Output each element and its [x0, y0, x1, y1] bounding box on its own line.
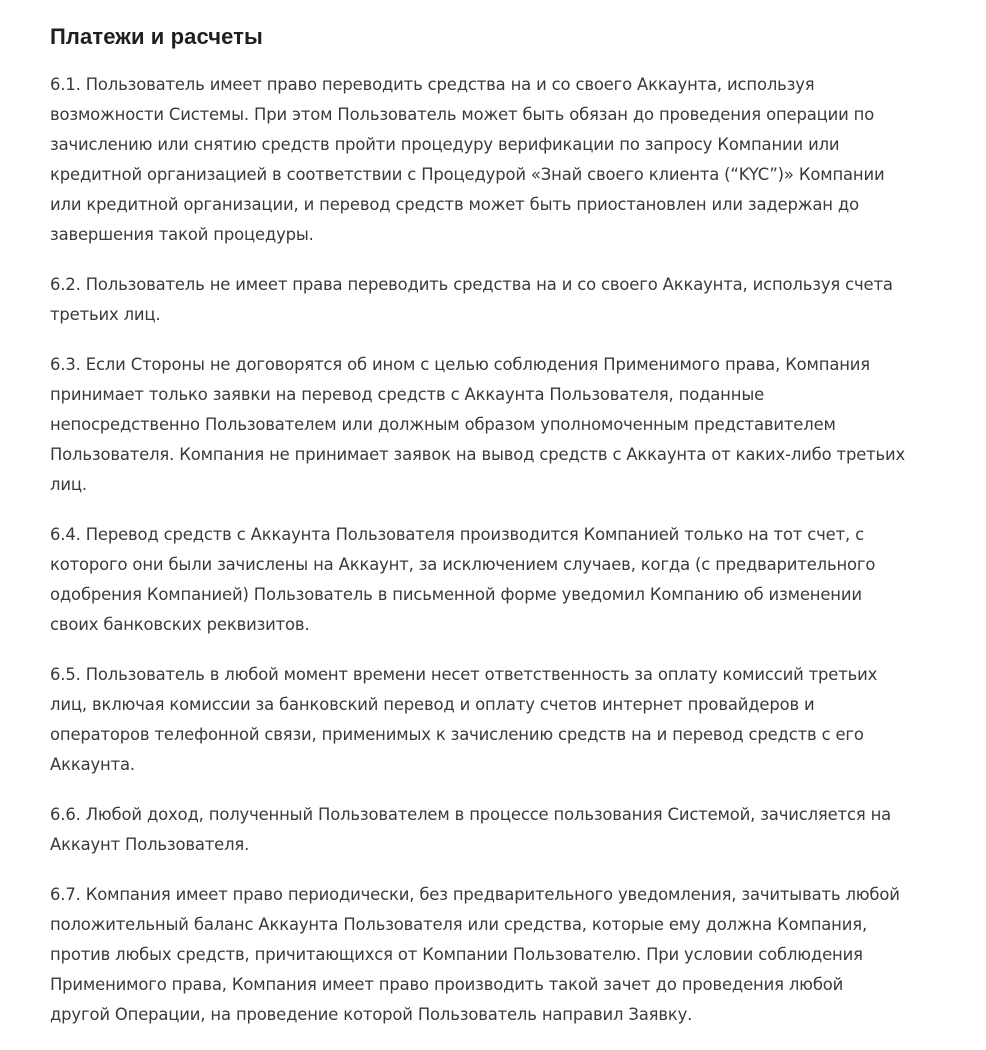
clause-line: или кредитной организации, и перевод средств может быть приостановлен или задержан до	[50, 195, 859, 214]
clause-line: своих банковских реквизитов.	[50, 615, 310, 634]
clause-6-3	[50, 350, 965, 500]
clause-line: непосредственно Пользователем или должным образом уполномоченным представителем	[50, 415, 836, 434]
clause-line: принимает только заявки на перевод средств с Аккаунта Пользователя, поданные	[50, 385, 765, 404]
clause-line: 6.4. Перевод средств с Аккаунта Пользователя производится Компанией только на тот счет, с	[50, 525, 864, 544]
clause-line: Аккаунта.	[50, 755, 135, 774]
clause-line: лиц, включая комиссии за банковский перевод и оплату счетов интернет провайдеров и	[50, 695, 815, 714]
clause-6-4	[50, 520, 965, 640]
clause-line: 6.6. Любой доход, полученный Пользователем в процессе пользования Системой, зачисляется на	[50, 805, 892, 824]
clause-line: кредитной организацией в соответствии с Процедурой «Знай своего клиента (“KYC”)» Компании	[50, 165, 885, 184]
clause-line: одобрения Компанией) Пользователь в письменной форме уведомил Компанию об изменении	[50, 585, 862, 604]
clause-line: операторов телефонной связи, применимых к зачислению средств на и перевод средств с его	[50, 725, 864, 744]
clause-6-6	[50, 800, 965, 860]
clause-line: завершения такой процедуры.	[50, 225, 314, 244]
clause-line: 6.7. Компания имеет право периодически, без предварительного уведомления, зачитывать любой	[50, 885, 900, 904]
clause-line: 6.1. Пользователь имеет право переводить средства на и со своего Аккаунта, используя	[50, 75, 815, 94]
clause-6-5	[50, 660, 965, 780]
clause-line: которого они были зачислены на Аккаунт, за исключением случаев, когда (с предварительного	[50, 555, 876, 574]
document	[50, 20, 965, 1050]
clause-line: другой Операции, на проведение которой Пользователь направил Заявку.	[50, 1005, 693, 1024]
clause-line: Применимого права, Компания имеет право производить такой зачет до проведения любой	[50, 975, 844, 994]
clause-6-2	[50, 270, 965, 330]
clause-6-7	[50, 880, 965, 1030]
clause-line: зачислению или снятию средств пройти процедуру верификации по запросу Компании или	[50, 135, 840, 154]
clause-line: положительный баланс Аккаунта Пользователя или средства, которые ему должна Компания,	[50, 915, 868, 934]
clause-line: 6.5. Пользователь в любой момент времени несет ответственность за оплату комиссий третьих	[50, 665, 878, 684]
clause-6-1	[50, 70, 965, 250]
clause-line: Пользователя. Компания не принимает заявок на вывод средств с Аккаунта от каких-либо третьих	[50, 445, 906, 464]
clause-line: лиц.	[50, 475, 87, 494]
clause-line: возможности Системы. При этом Пользователь может быть обязан до проведения операции по	[50, 105, 875, 124]
clause-line: третьих лиц.	[50, 305, 161, 324]
clause-line: Аккаунт Пользователя.	[50, 835, 250, 854]
clause-line: против любых средств, причитающихся от Компании Пользователю. При условии соблюдения	[50, 945, 863, 964]
clause-line: 6.3. Если Стороны не договорятся об ином с целью соблюдения Применимого права, Компания	[50, 355, 871, 374]
section-title: Платежи и расчеты	[50, 24, 263, 49]
clause-line: 6.2. Пользователь не имеет права переводить средства на и со своего Аккаунта, используя счета	[50, 275, 893, 294]
